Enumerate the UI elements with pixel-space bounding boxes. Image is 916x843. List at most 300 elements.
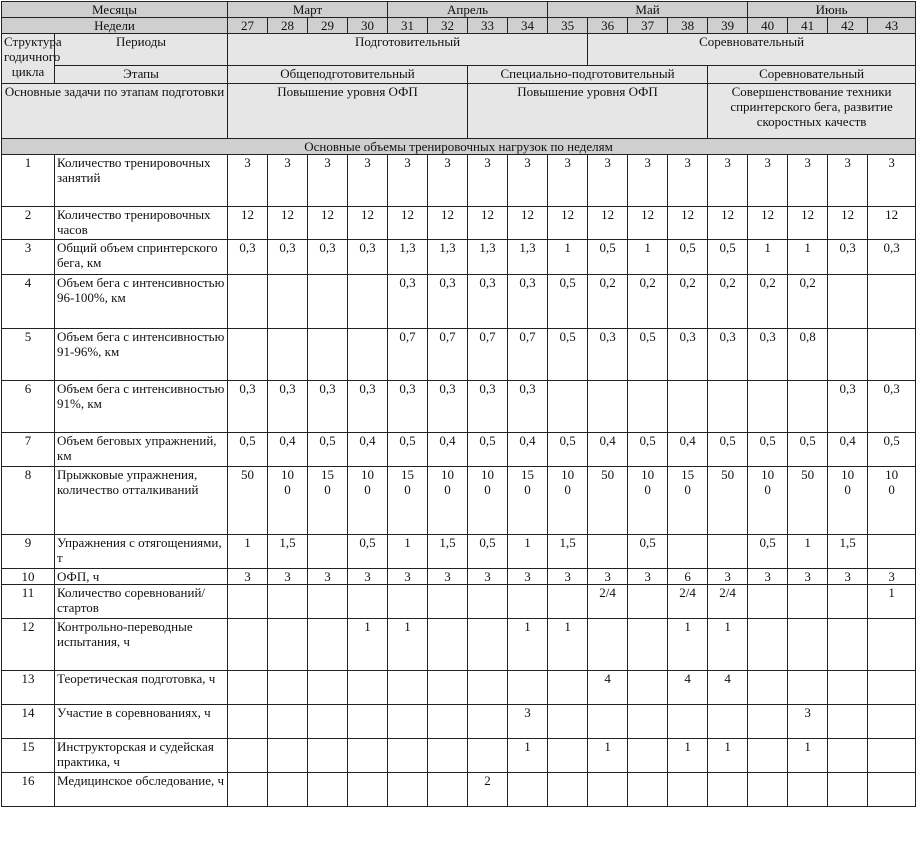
value-cell xyxy=(308,739,348,773)
value-cell: 1,3 xyxy=(468,240,508,275)
value-cell xyxy=(788,381,828,433)
value-cell: 50 xyxy=(588,467,628,535)
value-cell: 0,4 xyxy=(508,433,548,467)
value-cell: 3 xyxy=(748,569,788,585)
value-cell xyxy=(308,585,348,619)
value-cell xyxy=(388,705,428,739)
week-cell: 33 xyxy=(468,18,508,34)
week-cell: 32 xyxy=(428,18,468,34)
value-cell: 3 xyxy=(348,155,388,207)
value-cell: 15 0 xyxy=(388,467,428,535)
weeks-label: Недели xyxy=(2,18,228,34)
value-cell: 4 xyxy=(588,671,628,705)
stage-special: Специально-подготовительный xyxy=(468,66,708,84)
value-cell: 12 xyxy=(828,207,868,240)
week-cell: 37 xyxy=(628,18,668,34)
value-cell xyxy=(868,275,916,329)
row-label: Контрольно-переводные испытания, ч xyxy=(55,619,228,671)
row-label: Количество тренировочных часов xyxy=(55,207,228,240)
value-cell xyxy=(868,329,916,381)
value-cell: 0,4 xyxy=(268,433,308,467)
value-cell: 0,2 xyxy=(588,275,628,329)
value-cell: 3 xyxy=(508,155,548,207)
value-cell xyxy=(668,773,708,807)
table-row xyxy=(2,207,916,240)
value-cell xyxy=(868,671,916,705)
value-cell xyxy=(868,705,916,739)
value-cell xyxy=(788,671,828,705)
tasks-label: Основные задачи по этапам подготовки xyxy=(2,84,228,139)
value-cell: 3 xyxy=(388,569,428,585)
value-cell: 12 xyxy=(348,207,388,240)
value-cell: 3 xyxy=(868,569,916,585)
value-cell xyxy=(828,671,868,705)
table-row xyxy=(2,705,916,739)
week-cell: 36 xyxy=(588,18,628,34)
month-april: Апрель xyxy=(388,2,548,18)
row-label: Объем беговых упражнений, км xyxy=(55,433,228,467)
value-cell: 3 xyxy=(788,705,828,739)
value-cell: 0,4 xyxy=(828,433,868,467)
value-cell xyxy=(748,671,788,705)
value-cell: 0,3 xyxy=(868,240,916,275)
value-cell: 0,2 xyxy=(748,275,788,329)
value-cell: 0,3 xyxy=(228,240,268,275)
table-row xyxy=(2,739,916,773)
value-cell: 1 xyxy=(628,240,668,275)
week-cell: 30 xyxy=(348,18,388,34)
value-cell: 0,5 xyxy=(548,433,588,467)
value-cell: 0,5 xyxy=(748,535,788,569)
row-number: 15 xyxy=(2,739,55,773)
row-number: 2 xyxy=(2,207,55,240)
value-cell: 3 xyxy=(788,569,828,585)
table-row xyxy=(2,773,916,807)
value-cell: 0,4 xyxy=(348,433,388,467)
value-cell xyxy=(388,739,428,773)
value-cell: 1 xyxy=(788,240,828,275)
value-cell: 3 xyxy=(428,569,468,585)
week-cell: 42 xyxy=(828,18,868,34)
value-cell: 2/4 xyxy=(668,585,708,619)
section-title: Основные объемы тренировочных нагрузок по неделям xyxy=(2,139,916,155)
stages-label: Этапы xyxy=(55,66,228,84)
table-row xyxy=(2,569,916,585)
training-plan-table xyxy=(1,1,916,807)
row-number: 7 xyxy=(2,433,55,467)
period-competitive: Соревновательный xyxy=(588,34,916,66)
table-row xyxy=(2,619,916,671)
row-label: Инструкторская и судейская практика, ч xyxy=(55,739,228,773)
value-cell: 0,7 xyxy=(508,329,548,381)
periods-row xyxy=(2,34,916,66)
value-cell xyxy=(588,705,628,739)
value-cell: 3 xyxy=(668,155,708,207)
week-cell: 43 xyxy=(868,18,916,34)
value-cell: 6 xyxy=(668,569,708,585)
value-cell xyxy=(748,773,788,807)
value-cell: 10 0 xyxy=(828,467,868,535)
value-cell xyxy=(628,381,668,433)
value-cell: 12 xyxy=(868,207,916,240)
value-cell xyxy=(308,275,348,329)
value-cell: 1 xyxy=(588,739,628,773)
value-cell: 1 xyxy=(708,619,748,671)
value-cell: 0,2 xyxy=(668,275,708,329)
value-cell: 3 xyxy=(628,569,668,585)
value-cell: 3 xyxy=(828,569,868,585)
value-cell: 10 0 xyxy=(748,467,788,535)
week-cell: 29 xyxy=(308,18,348,34)
value-cell: 3 xyxy=(468,155,508,207)
months-row xyxy=(2,2,916,18)
value-cell xyxy=(788,619,828,671)
value-cell: 0,3 xyxy=(828,240,868,275)
value-cell xyxy=(548,381,588,433)
row-label: Количество соревнований/ стартов xyxy=(55,585,228,619)
value-cell: 3 xyxy=(268,569,308,585)
value-cell: 0,3 xyxy=(668,329,708,381)
week-cell: 34 xyxy=(508,18,548,34)
value-cell: 3 xyxy=(428,155,468,207)
value-cell xyxy=(348,739,388,773)
value-cell xyxy=(708,381,748,433)
value-cell: 1 xyxy=(788,535,828,569)
value-cell: 0,5 xyxy=(628,329,668,381)
value-cell xyxy=(748,619,788,671)
row-number: 14 xyxy=(2,705,55,739)
value-cell: 0,5 xyxy=(628,535,668,569)
row-label: Теоретическая подготовка, ч xyxy=(55,671,228,705)
value-cell xyxy=(348,705,388,739)
value-cell: 0,5 xyxy=(388,433,428,467)
value-cell: 0,4 xyxy=(428,433,468,467)
value-cell: 3 xyxy=(748,155,788,207)
task-competitive: Совершенствование техники спринтерского бега, развитие скоростных качеств xyxy=(708,84,916,139)
value-cell: 0,5 xyxy=(748,433,788,467)
stages-row xyxy=(2,66,916,84)
value-cell: 1 xyxy=(508,619,548,671)
value-cell xyxy=(628,773,668,807)
row-label: Прыжковые упражнения, количество отталкиваний xyxy=(55,467,228,535)
value-cell xyxy=(868,739,916,773)
value-cell xyxy=(468,619,508,671)
value-cell xyxy=(308,773,348,807)
value-cell: 0,4 xyxy=(588,433,628,467)
value-cell: 1,5 xyxy=(268,535,308,569)
value-cell: 0,3 xyxy=(388,381,428,433)
value-cell: 3 xyxy=(468,569,508,585)
row-number: 1 xyxy=(2,155,55,207)
value-cell xyxy=(708,773,748,807)
row-label: Медицинское обследование, ч xyxy=(55,773,228,807)
value-cell: 12 xyxy=(388,207,428,240)
value-cell: 1,5 xyxy=(828,535,868,569)
table-row xyxy=(2,329,916,381)
value-cell xyxy=(388,585,428,619)
value-cell: 0,3 xyxy=(468,275,508,329)
value-cell: 0,5 xyxy=(628,433,668,467)
months-label: Месяцы xyxy=(2,2,228,18)
value-cell xyxy=(548,585,588,619)
value-cell: 0,3 xyxy=(868,381,916,433)
value-cell: 12 xyxy=(548,207,588,240)
value-cell: 1 xyxy=(508,535,548,569)
value-cell: 10 0 xyxy=(268,467,308,535)
value-cell xyxy=(828,739,868,773)
value-cell: 10 0 xyxy=(548,467,588,535)
value-cell: 12 xyxy=(268,207,308,240)
value-cell: 1,3 xyxy=(508,240,548,275)
value-cell xyxy=(428,619,468,671)
table-row xyxy=(2,585,916,619)
value-cell xyxy=(708,705,748,739)
value-cell xyxy=(748,381,788,433)
value-cell xyxy=(868,619,916,671)
value-cell xyxy=(508,773,548,807)
value-cell: 0,3 xyxy=(588,329,628,381)
value-cell: 0,5 xyxy=(308,433,348,467)
row-number: 9 xyxy=(2,535,55,569)
value-cell: 3 xyxy=(348,569,388,585)
value-cell: 3 xyxy=(828,155,868,207)
value-cell: 1 xyxy=(228,535,268,569)
value-cell: 1 xyxy=(388,535,428,569)
value-cell: 12 xyxy=(428,207,468,240)
value-cell xyxy=(428,739,468,773)
week-cell: 40 xyxy=(748,18,788,34)
value-cell: 1 xyxy=(788,739,828,773)
value-cell xyxy=(548,705,588,739)
value-cell xyxy=(668,381,708,433)
value-cell xyxy=(268,329,308,381)
row-label: Участие в соревнованиях, ч xyxy=(55,705,228,739)
row-number: 4 xyxy=(2,275,55,329)
value-cell: 0,5 xyxy=(588,240,628,275)
value-cell: 15 0 xyxy=(668,467,708,535)
week-cell: 41 xyxy=(788,18,828,34)
value-cell xyxy=(508,585,548,619)
value-cell: 3 xyxy=(548,569,588,585)
value-cell: 1,3 xyxy=(388,240,428,275)
row-number: 10 xyxy=(2,569,55,585)
row-label: Объем бега с интенсивностью 91-96%, км xyxy=(55,329,228,381)
value-cell xyxy=(228,705,268,739)
value-cell: 12 xyxy=(308,207,348,240)
value-cell xyxy=(548,671,588,705)
value-cell: 3 xyxy=(228,569,268,585)
value-cell xyxy=(628,585,668,619)
structure-label: Структура годичного цикла xyxy=(2,34,55,84)
value-cell xyxy=(628,671,668,705)
value-cell xyxy=(588,381,628,433)
value-cell xyxy=(428,773,468,807)
value-cell xyxy=(548,739,588,773)
value-cell: 0,5 xyxy=(708,240,748,275)
value-cell: 50 xyxy=(228,467,268,535)
value-cell xyxy=(468,739,508,773)
value-cell: 0,3 xyxy=(308,381,348,433)
table-row xyxy=(2,240,916,275)
value-cell: 3 xyxy=(588,155,628,207)
value-cell xyxy=(388,671,428,705)
value-cell: 1 xyxy=(668,619,708,671)
value-cell xyxy=(428,585,468,619)
value-cell: 10 0 xyxy=(428,467,468,535)
table-row xyxy=(2,433,916,467)
section-title-row xyxy=(2,139,916,155)
value-cell: 0,5 xyxy=(788,433,828,467)
value-cell xyxy=(268,671,308,705)
value-cell: 0,8 xyxy=(788,329,828,381)
value-cell: 3 xyxy=(708,569,748,585)
value-cell: 0,5 xyxy=(668,240,708,275)
value-cell: 3 xyxy=(868,155,916,207)
value-cell xyxy=(268,705,308,739)
value-cell: 4 xyxy=(708,671,748,705)
value-cell: 0,7 xyxy=(428,329,468,381)
value-cell: 12 xyxy=(588,207,628,240)
value-cell: 12 xyxy=(508,207,548,240)
value-cell: 3 xyxy=(708,155,748,207)
value-cell xyxy=(268,275,308,329)
value-cell: 0,5 xyxy=(548,329,588,381)
value-cell xyxy=(788,773,828,807)
value-cell: 50 xyxy=(708,467,748,535)
value-cell xyxy=(268,773,308,807)
value-cell xyxy=(748,585,788,619)
value-cell: 0,2 xyxy=(788,275,828,329)
value-cell: 1,5 xyxy=(548,535,588,569)
weeks-row xyxy=(2,18,916,34)
row-number: 11 xyxy=(2,585,55,619)
value-cell: 3 xyxy=(628,155,668,207)
row-label: Объем бега с интенсивностью 96-100%, км xyxy=(55,275,228,329)
value-cell: 50 xyxy=(788,467,828,535)
value-cell: 0,3 xyxy=(508,381,548,433)
value-cell: 0,7 xyxy=(468,329,508,381)
value-cell: 3 xyxy=(308,569,348,585)
value-cell xyxy=(308,705,348,739)
task-general: Повышение уровня ОФП xyxy=(228,84,468,139)
row-number: 5 xyxy=(2,329,55,381)
value-cell: 0,3 xyxy=(748,329,788,381)
value-cell: 3 xyxy=(508,569,548,585)
row-number: 8 xyxy=(2,467,55,535)
row-label: Объем бега с интенсивностью 91%, км xyxy=(55,381,228,433)
value-cell xyxy=(468,585,508,619)
value-cell xyxy=(268,585,308,619)
task-special: Повышение уровня ОФП xyxy=(468,84,708,139)
value-cell: 15 0 xyxy=(308,467,348,535)
value-cell: 0,3 xyxy=(348,240,388,275)
value-cell: 1 xyxy=(548,619,588,671)
value-cell xyxy=(628,619,668,671)
value-cell xyxy=(228,585,268,619)
value-cell xyxy=(348,275,388,329)
value-cell xyxy=(748,705,788,739)
value-cell xyxy=(348,329,388,381)
value-cell: 1 xyxy=(348,619,388,671)
value-cell xyxy=(228,773,268,807)
value-cell: 0,3 xyxy=(468,381,508,433)
week-cell: 28 xyxy=(268,18,308,34)
value-cell xyxy=(548,773,588,807)
value-cell xyxy=(268,739,308,773)
value-cell: 3 xyxy=(548,155,588,207)
value-cell xyxy=(868,535,916,569)
value-cell: 3 xyxy=(588,569,628,585)
table-row xyxy=(2,467,916,535)
value-cell xyxy=(228,619,268,671)
value-cell xyxy=(228,739,268,773)
value-cell: 1 xyxy=(548,240,588,275)
row-number: 13 xyxy=(2,671,55,705)
week-cell: 27 xyxy=(228,18,268,34)
value-cell: 3 xyxy=(268,155,308,207)
value-cell xyxy=(308,671,348,705)
value-cell: 1,3 xyxy=(428,240,468,275)
value-cell xyxy=(228,671,268,705)
value-cell: 1 xyxy=(508,739,548,773)
value-cell: 1 xyxy=(748,240,788,275)
value-cell: 4 xyxy=(668,671,708,705)
value-cell xyxy=(468,671,508,705)
value-cell xyxy=(828,275,868,329)
value-cell: 0,5 xyxy=(468,433,508,467)
value-cell: 0,7 xyxy=(388,329,428,381)
value-cell: 10 0 xyxy=(628,467,668,535)
value-cell: 0,5 xyxy=(228,433,268,467)
month-may: Май xyxy=(548,2,748,18)
stage-competitive: Соревновательный xyxy=(708,66,916,84)
value-cell xyxy=(308,535,348,569)
table-row xyxy=(2,535,916,569)
value-cell: 0,3 xyxy=(708,329,748,381)
week-cell: 39 xyxy=(708,18,748,34)
value-cell xyxy=(708,535,748,569)
value-cell: 1 xyxy=(668,739,708,773)
value-cell xyxy=(308,329,348,381)
value-cell xyxy=(348,585,388,619)
week-cell: 35 xyxy=(548,18,588,34)
value-cell: 1 xyxy=(868,585,916,619)
row-number: 16 xyxy=(2,773,55,807)
value-cell xyxy=(428,705,468,739)
value-cell: 12 xyxy=(228,207,268,240)
value-cell: 3 xyxy=(388,155,428,207)
value-cell xyxy=(788,585,828,619)
row-number: 3 xyxy=(2,240,55,275)
table-row xyxy=(2,155,916,207)
value-cell xyxy=(348,773,388,807)
tasks-row xyxy=(2,84,916,139)
value-cell xyxy=(308,619,348,671)
periods-label: Периоды xyxy=(55,34,228,66)
value-cell: 0,2 xyxy=(708,275,748,329)
value-cell: 0,5 xyxy=(868,433,916,467)
value-cell: 3 xyxy=(228,155,268,207)
value-cell: 0,5 xyxy=(468,535,508,569)
table-row xyxy=(2,275,916,329)
value-cell: 12 xyxy=(748,207,788,240)
value-cell xyxy=(828,619,868,671)
value-cell xyxy=(268,619,308,671)
value-cell: 0,3 xyxy=(388,275,428,329)
period-preparatory: Подготовительный xyxy=(228,34,588,66)
value-cell xyxy=(508,671,548,705)
value-cell: 15 0 xyxy=(508,467,548,535)
